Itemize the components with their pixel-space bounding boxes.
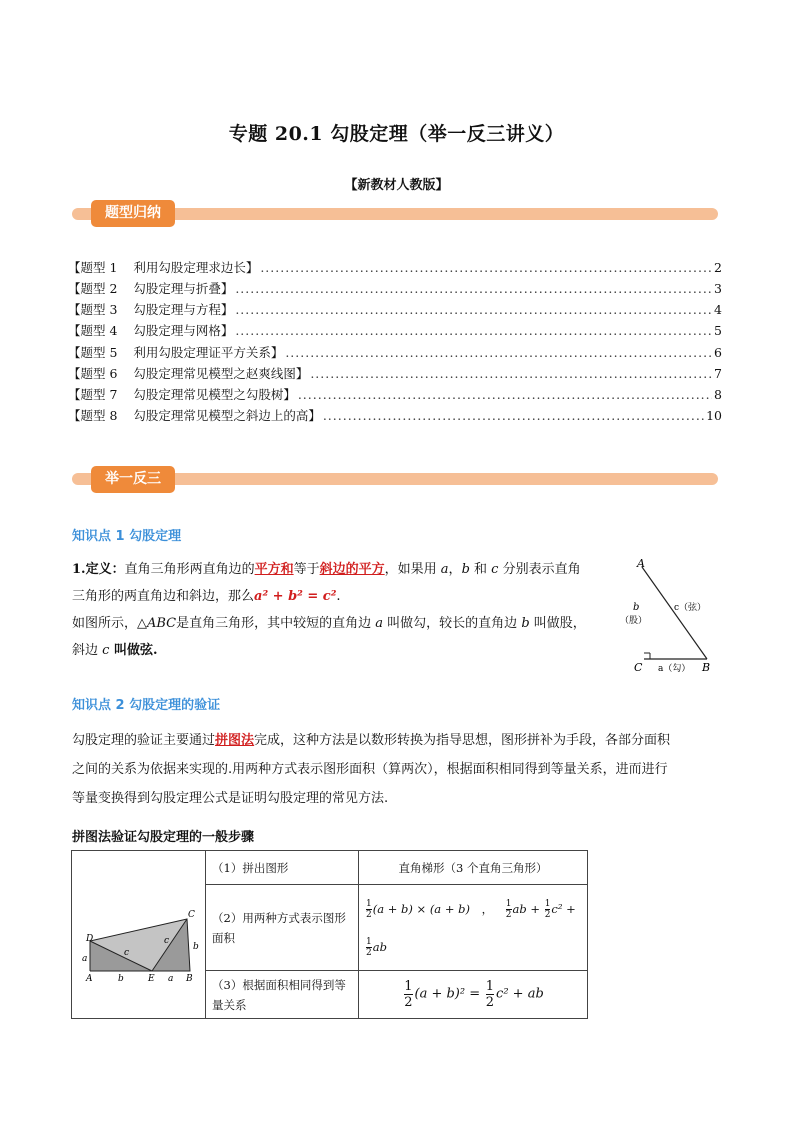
- vertex-label: D: [86, 934, 94, 944]
- numerator: 1: [366, 899, 372, 909]
- vertex-label: C: [634, 661, 643, 674]
- toc-label: 【题型 7 勾股定理常见模型之勾股树】: [68, 387, 296, 402]
- side-label: a: [168, 974, 174, 983]
- vertex-label: E: [148, 974, 155, 983]
- toc-label: 【题型 3 勾股定理与方程】: [68, 302, 234, 317]
- numerator: 1: [485, 979, 495, 994]
- toc-leader: [235, 302, 712, 317]
- text: 叫做勾，较长的直角边: [383, 616, 522, 631]
- toc-label: 【题型 8 勾股定理常见模型之斜边上的高】: [68, 408, 321, 423]
- knowledge-point-heading: 知识点 1 勾股定理: [72, 529, 182, 544]
- toc-leader: [298, 387, 712, 402]
- text: ，如果用: [384, 562, 441, 577]
- area-expression-cell: [359, 885, 588, 971]
- math-expression: c² + ab: [496, 986, 544, 1002]
- variable: ABC: [147, 616, 177, 631]
- text: 分别表示直角: [498, 562, 581, 577]
- fraction: [404, 979, 412, 1010]
- fraction: [545, 899, 551, 920]
- text: 和: [469, 562, 492, 577]
- edition-label: 【新教材人教版】: [344, 178, 449, 193]
- side-label: b: [118, 974, 124, 983]
- toc-label: 【题型 2 勾股定理与折叠】: [68, 281, 234, 296]
- text: 三角形的两直角边和斜边，那么: [72, 589, 255, 604]
- toc-page: 5: [714, 323, 722, 338]
- variable: c: [491, 562, 499, 577]
- math-expression: (a + b) × (a + b): [372, 901, 470, 916]
- toc-page: 3: [714, 281, 722, 296]
- text: .: [336, 589, 341, 604]
- toc-page: 8: [714, 387, 722, 402]
- step-cell: （3）根据面积相同得到等量关系: [206, 971, 359, 1019]
- text: ，: [448, 562, 462, 577]
- text: 如图所示，△: [72, 616, 147, 631]
- vertex-label: B: [186, 974, 193, 983]
- variable: a: [375, 616, 384, 631]
- text: 叫做弦.: [109, 643, 158, 658]
- denominator: 2: [366, 910, 372, 920]
- text: 斜边: [72, 643, 103, 658]
- text: 直角三角形两直角边的: [124, 562, 255, 577]
- vertex-label: A: [86, 974, 93, 983]
- side-label: a（勾）: [658, 664, 691, 674]
- toc-item[interactable]: [68, 385, 722, 406]
- fraction: [366, 937, 372, 958]
- toc-page: 7: [714, 366, 722, 381]
- vertex-label: B: [702, 661, 711, 674]
- definition-line: [72, 637, 612, 664]
- denominator: 2: [485, 995, 495, 1010]
- definition-line: [72, 556, 612, 583]
- highlight-term: 平方和: [254, 562, 294, 577]
- numerator: 1: [366, 937, 372, 947]
- knowledge-point-heading: 知识点 2 勾股定理的验证: [72, 698, 221, 713]
- definition-paragraph: [72, 556, 612, 664]
- highlight-term: 拼图法: [215, 733, 255, 748]
- definition-line: [72, 583, 612, 610]
- toc-item[interactable]: [68, 364, 722, 385]
- steps-title: 拼图法验证勾股定理的一般步骤: [72, 830, 255, 845]
- toc-item[interactable]: [68, 406, 722, 427]
- vertex-label: A: [637, 557, 645, 570]
- paragraph-line: 等量变换得到勾股定理公式是证明勾股定理的常见方法.: [72, 791, 389, 806]
- step-value-cell: 直角梯形（3 个直角三角形）: [359, 851, 588, 885]
- vertex-label: C: [188, 910, 195, 920]
- toc-page: 10: [706, 408, 722, 423]
- toc-leader: [285, 345, 712, 360]
- math-expression: ab +: [512, 901, 541, 916]
- toc-item[interactable]: [68, 279, 722, 300]
- expression-line: [365, 928, 581, 966]
- text: 是直角三角形，其中较短的直角边: [176, 616, 376, 631]
- variable: a: [440, 562, 449, 577]
- numerator: 1: [505, 899, 512, 909]
- math-expression: c² +: [551, 901, 576, 916]
- definition-line: [72, 610, 612, 637]
- equation-cell: [359, 971, 588, 1019]
- hypotenuse-line: [642, 567, 707, 659]
- side-label: c（弦）: [674, 603, 707, 613]
- side-label: c: [164, 936, 170, 946]
- toc-page: 6: [714, 345, 722, 360]
- text: 叫做股，: [529, 616, 586, 631]
- section-tag-examples: 举一反三: [91, 466, 175, 493]
- toc-page: 2: [714, 260, 722, 275]
- trapezoid-figure: [72, 883, 205, 983]
- step-cell: （2）用两种方式表示图形面积: [206, 885, 359, 971]
- fraction: [366, 899, 372, 920]
- verification-paragraph: [72, 726, 722, 813]
- variable: b: [521, 616, 530, 631]
- fraction: [486, 979, 494, 1010]
- highlight-term: 斜边的平方: [319, 562, 385, 577]
- definition-label: 1.定义：: [72, 562, 125, 577]
- section-tag-toc: 题型归纳: [91, 200, 175, 227]
- pythagorean-formula: a² + b² = c²: [254, 589, 337, 604]
- toc-leader: [310, 366, 712, 381]
- separator: ，: [481, 901, 494, 916]
- toc-item[interactable]: [68, 258, 722, 279]
- side-label: c: [124, 948, 130, 958]
- numerator: 1: [404, 979, 413, 994]
- table-row: [72, 851, 588, 885]
- text: 勾股定理的验证主要通过: [72, 733, 216, 748]
- variable: b: [461, 562, 470, 577]
- toc-leader: [235, 323, 712, 338]
- fraction: [506, 899, 512, 920]
- toc-leader: [235, 281, 712, 296]
- variable: c: [102, 643, 110, 658]
- math-expression: (a + b)² =: [414, 986, 481, 1002]
- paragraph-line: [72, 726, 722, 755]
- toc-label: 【题型 4 勾股定理与网格】: [68, 323, 234, 338]
- toc-item[interactable]: [68, 343, 722, 364]
- toc-leader: [323, 408, 704, 423]
- denominator: 2: [505, 910, 512, 920]
- toc-leader: [260, 260, 712, 275]
- side-label: （股）: [620, 616, 648, 626]
- numerator: 1: [544, 899, 551, 909]
- steps-table: [71, 850, 588, 1019]
- toc-label: 【题型 1 利用勾股定理求边长】: [68, 260, 259, 275]
- page-title: 专题 20.1 勾股定理（举一反三讲义）: [228, 123, 565, 145]
- toc-item[interactable]: [68, 300, 722, 321]
- denominator: 2: [404, 995, 413, 1010]
- side-label: b: [193, 942, 199, 952]
- toc-label: 【题型 5 利用勾股定理证平方关系】: [68, 345, 284, 360]
- text: 完成，这种方法是以数形转换为指导思想，图形拼补为手段，各部分面积: [254, 733, 671, 748]
- text: 等于: [293, 562, 320, 577]
- trapezoid-figure-cell: [72, 851, 206, 1019]
- right-triangle-figure: [612, 555, 722, 675]
- expression-line: [365, 890, 581, 928]
- toc-label: 【题型 6 勾股定理常见模型之赵爽线图】: [68, 366, 309, 381]
- toc-item[interactable]: [68, 321, 722, 342]
- side-label: b: [633, 602, 640, 613]
- denominator: 2: [366, 948, 372, 958]
- paragraph-line: 之间的关系为依据来实现的.用两种方式表示图形面积（算两次），根据面积相同得到等量关系，进而进行: [72, 762, 668, 777]
- toc-page: 4: [714, 302, 722, 317]
- math-expression: ab: [372, 939, 387, 954]
- step-cell: （1）拼出图形: [206, 851, 359, 885]
- side-label: a: [82, 954, 88, 964]
- denominator: 2: [544, 910, 551, 920]
